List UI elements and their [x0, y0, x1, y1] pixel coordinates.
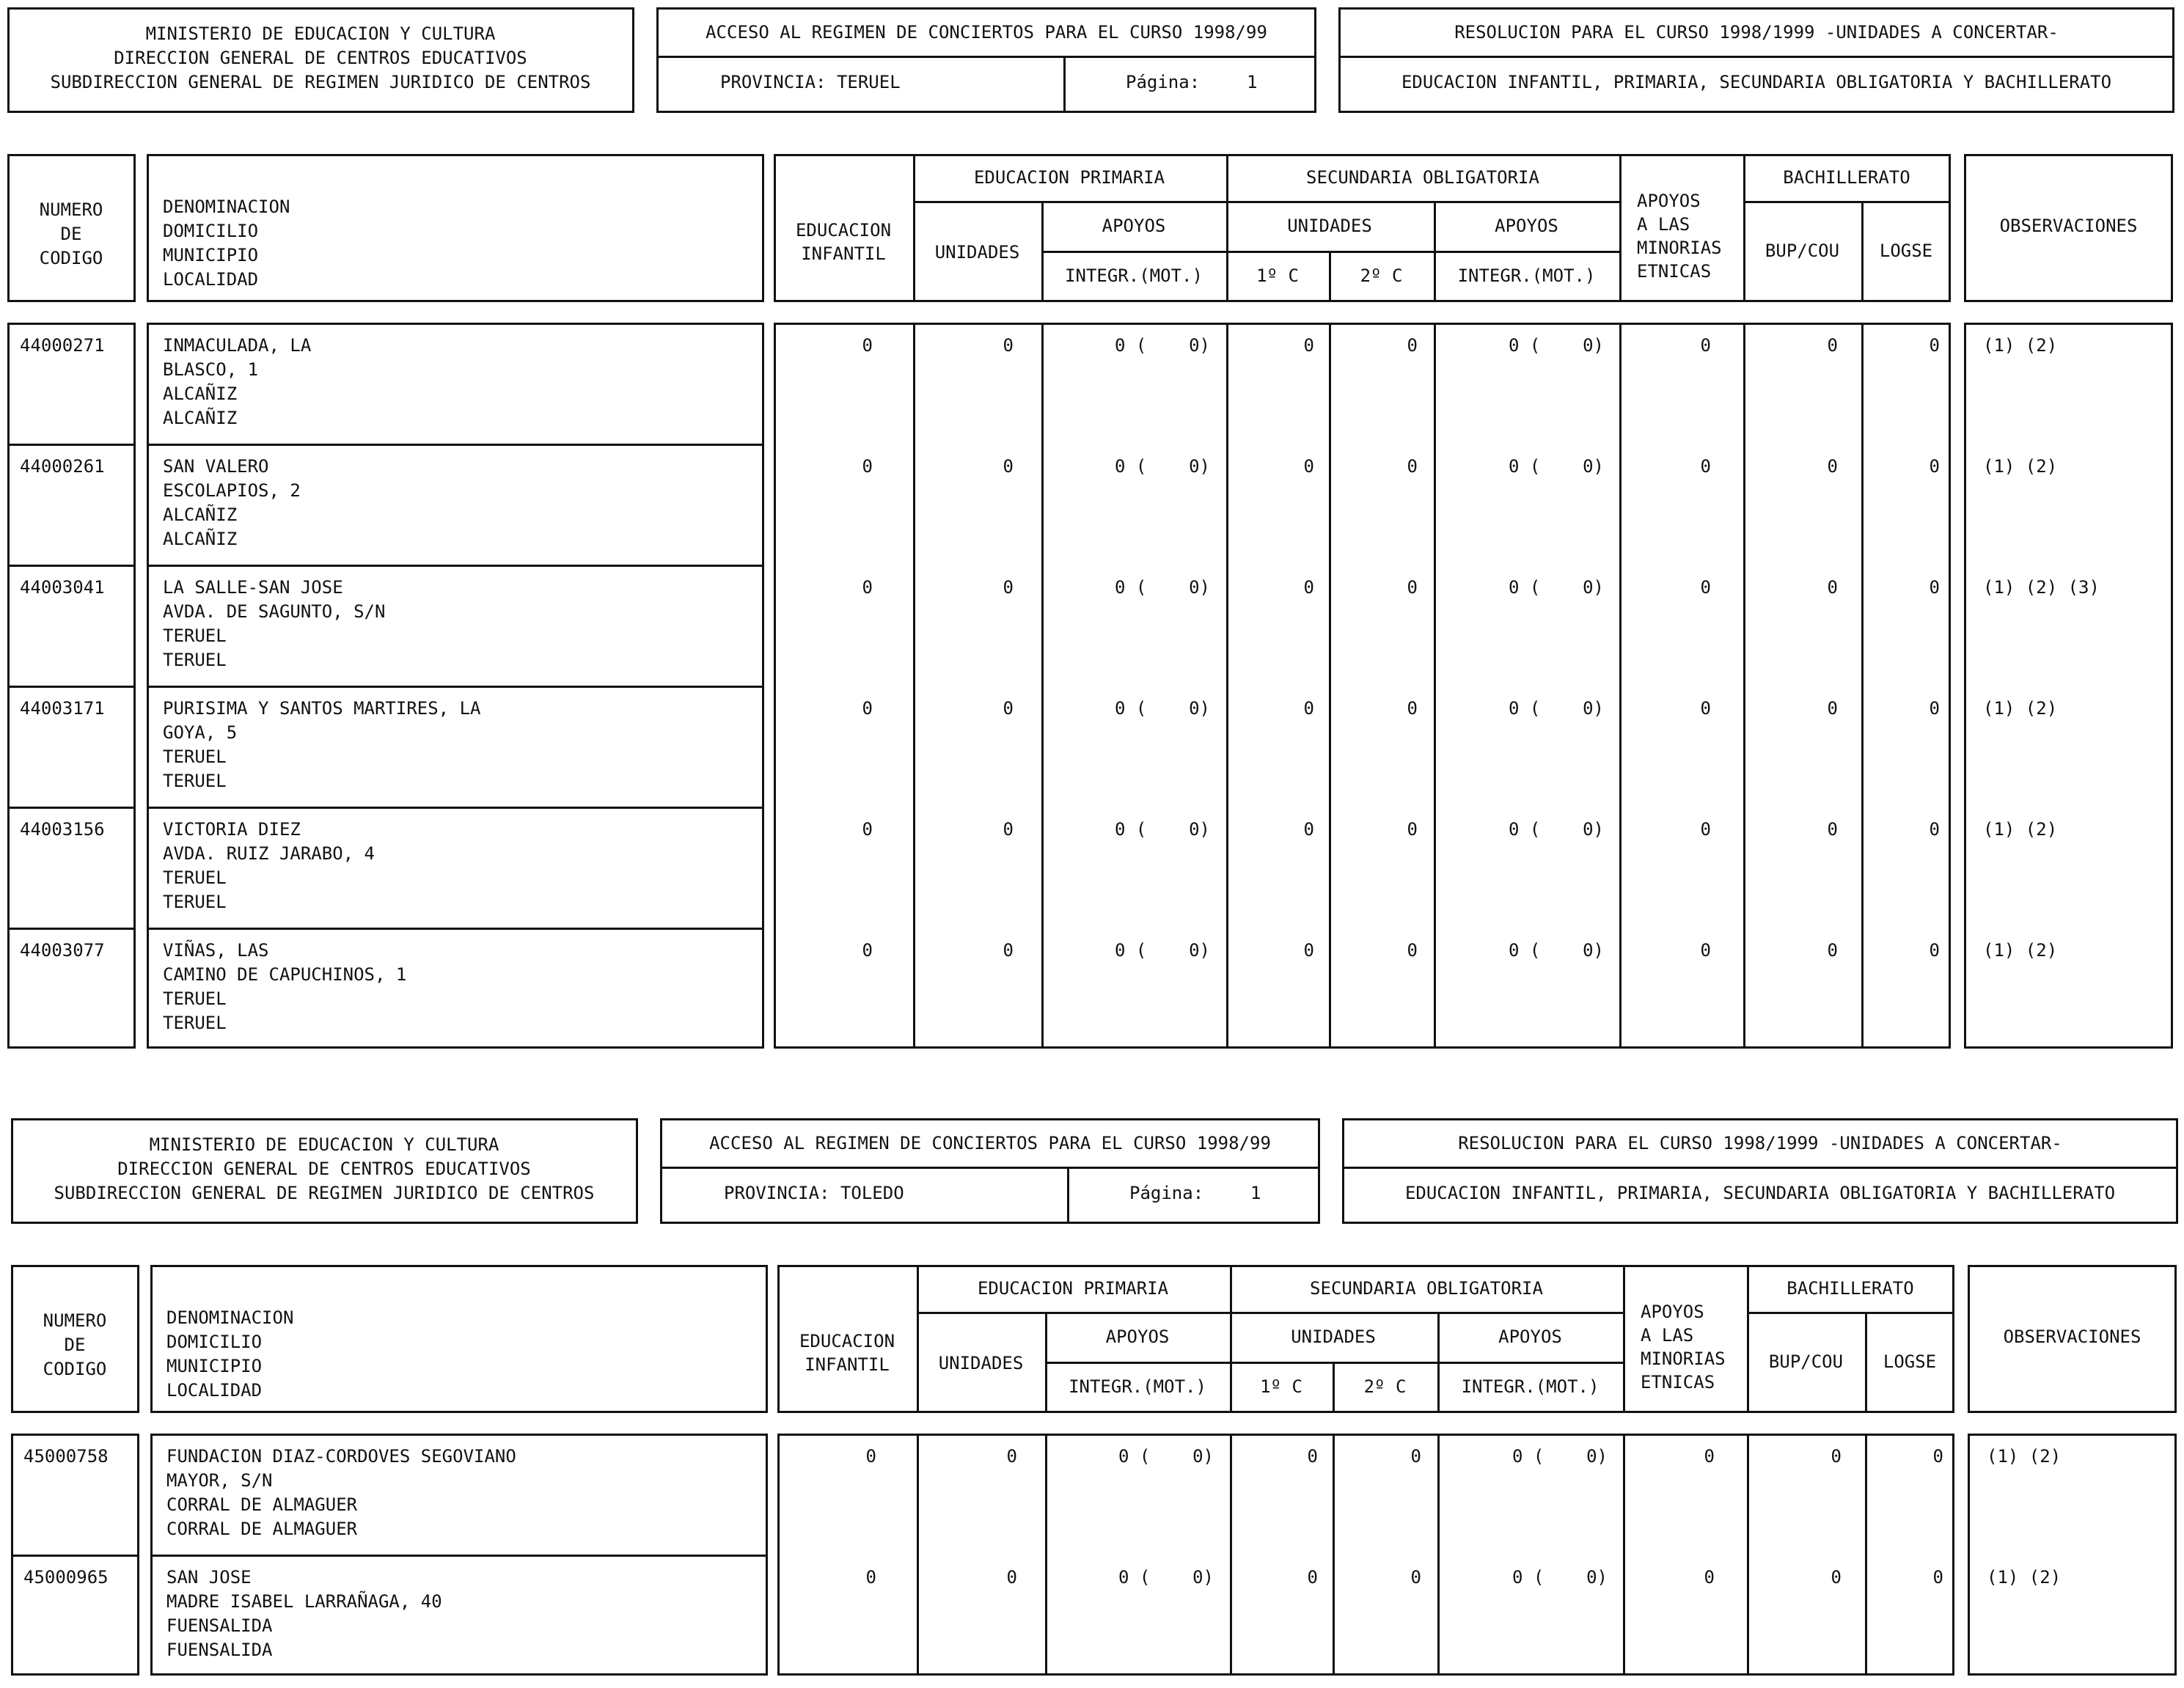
row-primaria-integr: 0 ( 0): [1118, 1567, 1214, 1588]
rule: [1434, 323, 1436, 1049]
rule: [1747, 1434, 1749, 1676]
rule: [1041, 323, 1044, 1049]
row-secundaria-2c: 0: [1407, 577, 1418, 598]
educacion-line: EDUCACION INFANTIL, PRIMARIA, SECUNDARIA OBLIGATORIA Y BACHILLERATO: [1401, 72, 2112, 92]
row-observaciones: (1) (2): [1987, 1567, 2062, 1588]
row-secundaria-1c: 0: [1307, 1446, 1318, 1467]
row-minorias: 0: [1700, 577, 1711, 598]
rule: [147, 686, 764, 688]
row-denominacion: INMACULADA, LA: [163, 335, 312, 356]
row-domicilio: CAMINO DE CAPUCHINOS, 1: [163, 964, 407, 985]
row-secundaria-2c: 0: [1407, 335, 1418, 356]
label-educacion-primaria: EDUCACION PRIMARIA: [977, 1278, 1169, 1299]
label-unidades: UNIDADES: [938, 1353, 1024, 1373]
label-codigo: CODIGO: [43, 1359, 107, 1379]
row-localidad: FUENSALIDA: [166, 1640, 273, 1660]
provincia-label: PROVINCIA: TOLEDO: [724, 1183, 904, 1203]
row-secundaria-2c: 0: [1407, 940, 1418, 961]
row-municipio: ALCAÑIZ: [163, 384, 238, 404]
ministry-line: MINISTERIO DE EDUCACION Y CULTURA: [149, 1134, 499, 1155]
label-numero: NUMERO: [43, 1310, 107, 1331]
rule: [1342, 1167, 2178, 1169]
label-unidades: UNIDADES: [1287, 216, 1372, 236]
row-logse: 0: [1929, 456, 1940, 477]
rule: [1045, 1434, 1047, 1676]
label-integr: INTEGR.(MOT.): [1065, 265, 1203, 286]
row-localidad: TERUEL: [163, 771, 227, 791]
row-domicilio: AVDA. RUIZ JARABO, 4: [163, 843, 375, 864]
row-primaria-unidades: 0: [1003, 698, 1014, 719]
row-primaria-integr: 0 ( 0): [1114, 335, 1210, 356]
ministry-line: SUBDIRECCION GENERAL DE REGIMEN JURIDICO DE CENTROS: [54, 1183, 595, 1203]
rule: [913, 201, 1619, 203]
label-denominacion: DENOMINACION: [163, 197, 290, 217]
row-observaciones: (1) (2): [1987, 1446, 2062, 1467]
row-infantil: 0: [865, 1567, 876, 1588]
label-apoyos-minorias: ETNICAS: [1641, 1372, 1715, 1392]
row-localidad: TERUEL: [163, 1013, 227, 1033]
row-logse: 0: [1929, 819, 1940, 840]
rule: [1623, 1265, 1625, 1413]
rule: [150, 1555, 768, 1557]
row-primaria-unidades: 0: [1006, 1446, 1017, 1467]
pagina-label: Página:: [1129, 1183, 1204, 1203]
rule: [11, 1555, 139, 1557]
row-primaria-unidades: 0: [1003, 577, 1014, 598]
rule: [1437, 1434, 1440, 1676]
rule: [147, 565, 764, 567]
row-secundaria-integr: 0 ( 0): [1508, 577, 1604, 598]
row-secundaria-1c: 0: [1303, 577, 1314, 598]
row-secundaria-1c: 0: [1303, 940, 1314, 961]
pagina-number: 1: [1247, 72, 1258, 92]
label-logse: LOGSE: [1879, 241, 1933, 261]
rule: [1067, 1167, 1069, 1224]
row-minorias: 0: [1700, 335, 1711, 356]
rule: [913, 323, 915, 1049]
row-observaciones: (1) (2): [1983, 335, 2058, 356]
row-domicilio: BLASCO, 1: [163, 359, 259, 380]
row-logse: 0: [1929, 577, 1940, 598]
label-de: DE: [60, 224, 82, 244]
row-municipio: ALCAÑIZ: [163, 504, 238, 525]
row-municipio: FUENSALIDA: [166, 1615, 273, 1636]
label-domicilio: DOMICILIO: [163, 221, 259, 241]
row-minorias: 0: [1700, 819, 1711, 840]
row-denominacion: VIÑAS, LAS: [163, 940, 269, 961]
row-denominacion: VICTORIA DIEZ: [163, 819, 301, 840]
label-apoyos-minorias: A LAS: [1637, 214, 1690, 235]
row-primaria-integr: 0 ( 0): [1114, 819, 1210, 840]
row-codigo: 45000965: [23, 1567, 109, 1588]
row-denominacion: SAN JOSE: [166, 1567, 252, 1588]
label-apoyos-minorias: A LAS: [1641, 1325, 1694, 1346]
label-educacion-infantil: INFANTIL: [801, 243, 886, 264]
row-observaciones: (1) (2): [1983, 456, 2058, 477]
label-bup-cou: BUP/COU: [1765, 241, 1840, 261]
label-localidad: LOCALIDAD: [166, 1380, 263, 1401]
label-primer-ciclo: 1º C: [1260, 1376, 1302, 1397]
row-secundaria-integr: 0 ( 0): [1508, 335, 1604, 356]
row-observaciones: (1) (2) (3): [1983, 577, 2100, 598]
row-codigo: 44000261: [20, 456, 105, 477]
row-localidad: TERUEL: [163, 892, 227, 912]
rule: [1623, 1434, 1625, 1676]
row-domicilio: GOYA, 5: [163, 722, 238, 743]
row-logse: 0: [1929, 335, 1940, 356]
rule: [1063, 56, 1066, 113]
row-primaria-unidades: 0: [1003, 335, 1014, 356]
row-localidad: TERUEL: [163, 650, 227, 670]
label-domicilio: DOMICILIO: [166, 1332, 263, 1352]
row-secundaria-integr: 0 ( 0): [1508, 456, 1604, 477]
row-infantil: 0: [862, 698, 873, 719]
label-localidad: LOCALIDAD: [163, 269, 259, 290]
label-logse: LOGSE: [1883, 1351, 1937, 1372]
row-primaria-integr: 0 ( 0): [1114, 456, 1210, 477]
label-educacion-infantil: EDUCACION: [799, 1331, 895, 1351]
row-localidad: ALCAÑIZ: [163, 529, 238, 549]
row-secundaria-1c: 0: [1307, 1567, 1318, 1588]
label-educacion-infantil: INFANTIL: [805, 1354, 890, 1375]
row-denominacion: SAN VALERO: [163, 456, 269, 477]
row-localidad: ALCAÑIZ: [163, 408, 238, 428]
rule: [1747, 1312, 1954, 1314]
label-municipio: MUNICIPIO: [163, 245, 259, 265]
rule: [1226, 323, 1228, 1049]
row-bup-cou: 0: [1831, 1446, 1842, 1467]
label-segundo-ciclo: 2º C: [1360, 265, 1403, 286]
row-bup-cou: 0: [1827, 577, 1838, 598]
row-primaria-unidades: 0: [1003, 819, 1014, 840]
label-bachillerato: BACHILLERATO: [1787, 1278, 1914, 1299]
label-unidades: UNIDADES: [1291, 1326, 1376, 1347]
row-infantil: 0: [862, 940, 873, 961]
rule: [917, 1434, 919, 1676]
row-municipio: CORRAL DE ALMAGUER: [166, 1494, 358, 1515]
row-codigo: 44000271: [20, 335, 105, 356]
row-observaciones: (1) (2): [1983, 819, 2058, 840]
row-primaria-integr: 0 ( 0): [1114, 577, 1210, 598]
label-educacion-infantil: EDUCACION: [795, 220, 892, 241]
label-apoyos-minorias: ETNICAS: [1637, 261, 1712, 282]
row-municipio: TERUEL: [163, 746, 227, 767]
row-municipio: TERUEL: [163, 988, 227, 1009]
label-secundaria-obligatoria: SECUNDARIA OBLIGATORIA: [1310, 1278, 1543, 1299]
row-observaciones: (1) (2): [1983, 698, 2058, 719]
row-logse: 0: [1932, 1446, 1943, 1467]
row-codigo: 44003156: [20, 819, 105, 840]
label-apoyos: APOYOS: [1105, 1326, 1170, 1347]
row-infantil: 0: [862, 335, 873, 356]
row-secundaria-integr: 0 ( 0): [1508, 940, 1604, 961]
row-minorias: 0: [1700, 456, 1711, 477]
row-infantil: 0: [865, 1446, 876, 1467]
label-integr: INTEGR.(MOT.): [1457, 265, 1596, 286]
label-apoyos-minorias: MINORIAS: [1637, 238, 1722, 258]
row-primaria-integr: 0 ( 0): [1114, 698, 1210, 719]
rule: [917, 1312, 1623, 1314]
row-secundaria-1c: 0: [1303, 456, 1314, 477]
row-primaria-integr: 0 ( 0): [1118, 1446, 1214, 1467]
label-denominacion: DENOMINACION: [166, 1307, 294, 1328]
rule: [1333, 1434, 1335, 1676]
row-bup-cou: 0: [1827, 819, 1838, 840]
rule: [147, 928, 764, 930]
rule: [7, 928, 136, 930]
row-secundaria-2c: 0: [1410, 1567, 1421, 1588]
row-logse: 0: [1929, 940, 1940, 961]
row-secundaria-integr: 0 ( 0): [1508, 819, 1604, 840]
row-domicilio: MADRE ISABEL LARRAÑAGA, 40: [166, 1591, 442, 1612]
row-bup-cou: 0: [1827, 698, 1838, 719]
label-unidades: UNIDADES: [934, 242, 1020, 263]
row-secundaria-integr: 0 ( 0): [1511, 1446, 1608, 1467]
row-logse: 0: [1929, 698, 1940, 719]
row-municipio: TERUEL: [163, 867, 227, 888]
row-minorias: 0: [1704, 1446, 1715, 1467]
rule: [147, 444, 764, 446]
row-bup-cou: 0: [1827, 456, 1838, 477]
row-denominacion: LA SALLE-SAN JOSE: [163, 577, 343, 598]
rule: [1743, 201, 1951, 203]
rule: [1865, 1434, 1867, 1676]
ministry-line: MINISTERIO DE EDUCACION Y CULTURA: [145, 23, 496, 44]
row-secundaria-2c: 0: [1407, 456, 1418, 477]
ministry-line: DIRECCION GENERAL DE CENTROS EDUCATIVOS: [117, 1159, 531, 1179]
row-secundaria-1c: 0: [1303, 698, 1314, 719]
acceso-title: ACCESO AL REGIMEN DE CONCIERTOS PARA EL CURSO 1998/99: [709, 1133, 1271, 1153]
rule: [7, 444, 136, 446]
resolucion-title: RESOLUCION PARA EL CURSO 1998/1999 -UNIDADES A CONCERTAR-: [1458, 1133, 2062, 1153]
label-apoyos-minorias: APOYOS: [1641, 1302, 1704, 1322]
label-observaciones: OBSERVACIONES: [1999, 216, 2138, 236]
ministry-line: SUBDIRECCION GENERAL DE REGIMEN JURIDICO DE CENTROS: [50, 72, 591, 92]
row-codigo: 44003171: [20, 698, 105, 719]
rule: [7, 565, 136, 567]
ministry-line: DIRECCION GENERAL DE CENTROS EDUCATIVOS: [114, 48, 527, 68]
rule: [1230, 1434, 1232, 1676]
row-codigo: 45000758: [23, 1446, 109, 1467]
rule: [7, 686, 136, 688]
provincia-label: PROVINCIA: TERUEL: [720, 72, 901, 92]
rule: [1619, 154, 1621, 302]
row-secundaria-1c: 0: [1303, 819, 1314, 840]
row-infantil: 0: [862, 577, 873, 598]
rule: [1230, 1362, 1623, 1364]
row-primaria-integr: 0 ( 0): [1114, 940, 1210, 961]
row-domicilio: ESCOLAPIOS, 2: [163, 480, 301, 501]
row-primaria-unidades: 0: [1003, 940, 1014, 961]
row-observaciones: (1) (2): [1983, 940, 2058, 961]
acceso-title: ACCESO AL REGIMEN DE CONCIERTOS PARA EL CURSO 1998/99: [706, 22, 1267, 43]
row-secundaria-integr: 0 ( 0): [1511, 1567, 1608, 1588]
rule: [1619, 323, 1621, 1049]
row-domicilio: MAYOR, S/N: [166, 1470, 273, 1491]
body-observaciones-box: [1968, 1434, 2177, 1676]
row-secundaria-2c: 0: [1410, 1446, 1421, 1467]
row-bup-cou: 0: [1827, 335, 1838, 356]
label-apoyos: APOYOS: [1102, 216, 1166, 236]
label-bup-cou: BUP/COU: [1768, 1351, 1844, 1372]
row-infantil: 0: [862, 819, 873, 840]
rule: [1041, 251, 1226, 253]
label-primer-ciclo: 1º C: [1256, 265, 1299, 286]
label-educacion-primaria: EDUCACION PRIMARIA: [973, 167, 1165, 188]
row-secundaria-integr: 0 ( 0): [1508, 698, 1604, 719]
row-secundaria-1c: 0: [1303, 335, 1314, 356]
label-de: DE: [64, 1335, 86, 1355]
label-bachillerato: BACHILLERATO: [1783, 167, 1910, 188]
row-municipio: TERUEL: [163, 625, 227, 646]
row-domicilio: AVDA. DE SAGUNTO, S/N: [163, 601, 386, 622]
rule: [660, 1167, 1320, 1169]
rule: [1861, 323, 1864, 1049]
row-localidad: CORRAL DE ALMAGUER: [166, 1519, 358, 1539]
pagina-number: 1: [1250, 1183, 1261, 1203]
label-apoyos-minorias: MINORIAS: [1641, 1348, 1726, 1369]
label-integr: INTEGR.(MOT.): [1069, 1376, 1206, 1397]
row-minorias: 0: [1700, 698, 1711, 719]
row-primaria-unidades: 0: [1006, 1567, 1017, 1588]
educacion-line: EDUCACION INFANTIL, PRIMARIA, SECUNDARIA OBLIGATORIA Y BACHILLERATO: [1404, 1183, 2116, 1203]
rule: [147, 807, 764, 809]
row-denominacion: PURISIMA Y SANTOS MARTIRES, LA: [163, 698, 481, 719]
rule: [1226, 251, 1619, 253]
label-codigo: CODIGO: [39, 248, 103, 268]
resolucion-title: RESOLUCION PARA EL CURSO 1998/1999 -UNIDADES A CONCERTAR-: [1454, 22, 2059, 43]
row-logse: 0: [1932, 1567, 1943, 1588]
rule: [1338, 56, 2174, 58]
row-bup-cou: 0: [1827, 940, 1838, 961]
rule: [1329, 323, 1331, 1049]
rule: [656, 56, 1316, 58]
row-infantil: 0: [862, 456, 873, 477]
rule: [7, 807, 136, 809]
label-apoyos: APOYOS: [1495, 216, 1558, 236]
row-denominacion: FUNDACION DIAZ-CORDOVES SEGOVIANO: [166, 1446, 516, 1467]
label-secundaria-obligatoria: SECUNDARIA OBLIGATORIA: [1306, 167, 1539, 188]
rule: [1743, 323, 1745, 1049]
row-codigo: 44003041: [20, 577, 105, 598]
body-data-box: [774, 323, 1951, 1049]
row-codigo: 44003077: [20, 940, 105, 961]
label-apoyos: APOYOS: [1498, 1326, 1562, 1347]
label-segundo-ciclo: 2º C: [1363, 1376, 1407, 1397]
body-data-box: [777, 1434, 1954, 1676]
label-municipio: MUNICIPIO: [166, 1356, 263, 1376]
row-bup-cou: 0: [1831, 1567, 1842, 1588]
rule: [1045, 1362, 1230, 1364]
label-observaciones: OBSERVACIONES: [2003, 1326, 2141, 1347]
row-primaria-unidades: 0: [1003, 456, 1014, 477]
row-minorias: 0: [1704, 1567, 1715, 1588]
row-secundaria-2c: 0: [1407, 819, 1418, 840]
label-apoyos-minorias: APOYOS: [1637, 191, 1701, 211]
row-secundaria-2c: 0: [1407, 698, 1418, 719]
label-numero: NUMERO: [39, 199, 103, 220]
row-minorias: 0: [1700, 940, 1711, 961]
label-integr: INTEGR.(MOT.): [1461, 1376, 1599, 1397]
pagina-label: Página:: [1126, 72, 1201, 92]
